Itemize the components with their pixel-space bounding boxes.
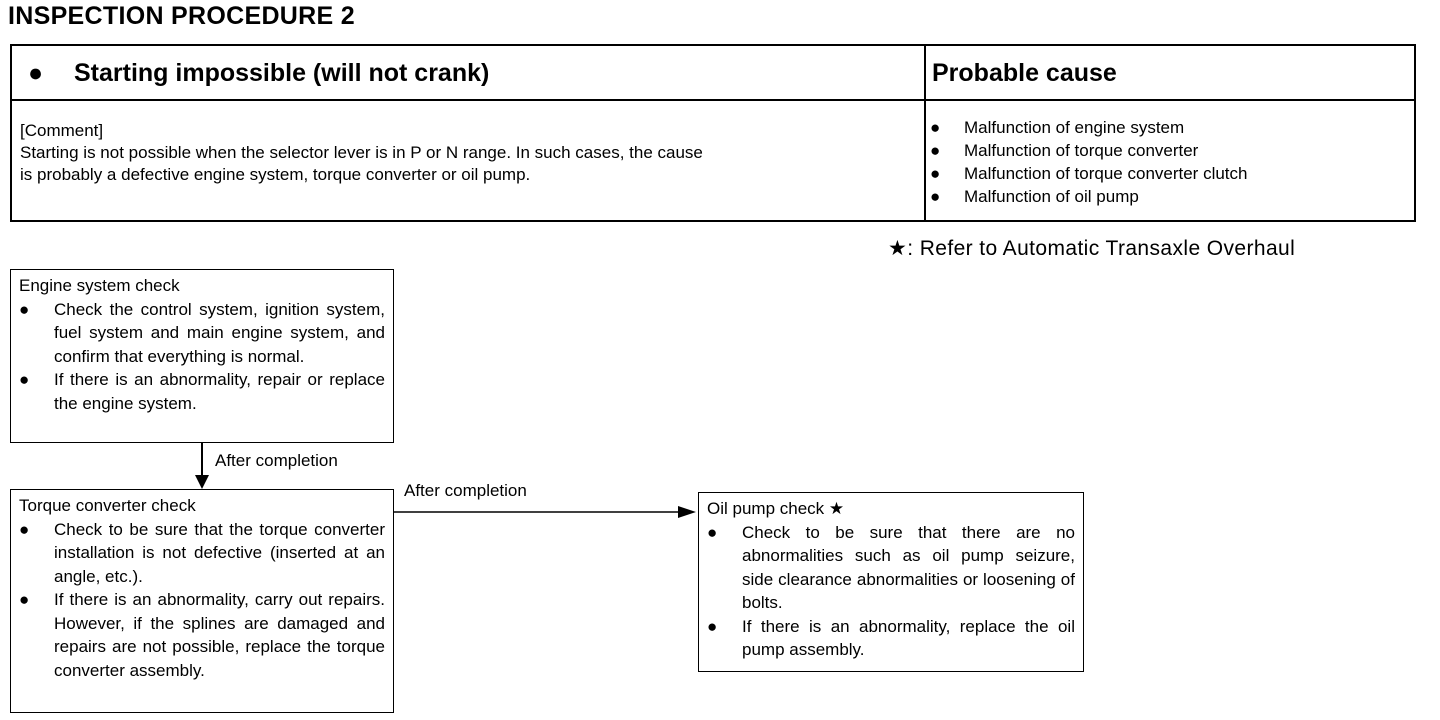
bullet-icon: ●	[930, 187, 941, 206]
cause-item: ● Malfunction of oil pump	[930, 187, 1139, 206]
after-completion-label: After completion	[404, 481, 527, 500]
list-item: ● Check to be sure that there are no abnormalities such as oil pump seizure, side clearance abnormalities or loosening of bolts.	[707, 521, 1075, 615]
bullet-icon: ●	[707, 522, 718, 542]
after-completion-label: After completion	[215, 451, 338, 470]
list-item: ● If there is an abnormality, repair or replace the engine system.	[19, 368, 385, 415]
torque-converter-check-title: Torque converter check	[19, 496, 196, 515]
bullet-icon: ●	[707, 616, 718, 636]
torque-converter-check-box	[10, 489, 394, 713]
page-title: INSPECTION PROCEDURE 2	[8, 2, 355, 30]
list-item: ● If there is an abnormality, replace the oil pump assembly.	[707, 615, 1075, 662]
comment-line: Starting is not possible when the selector lever is in P or N range. In such cases, the cause	[20, 143, 703, 162]
down-arrow-icon	[190, 443, 214, 491]
comment-line: is probably a defective engine system, torque converter or oil pump.	[20, 165, 531, 184]
oil-pump-check-box	[698, 492, 1084, 672]
list-item: ● Check the control system, ignition system, fuel system and main engine system, and confirm that everything is normal.	[19, 298, 385, 369]
table-row-divider	[12, 99, 1414, 101]
cause-item: ● Malfunction of torque converter	[930, 141, 1199, 160]
bullet-icon: ●	[19, 519, 30, 539]
list-item: ● If there is an abnormality, carry out repairs. However, if the splines are damaged and repairs are not possible, replace the torque converter assembly.	[19, 588, 385, 682]
bullet-icon: ●	[19, 299, 30, 319]
probable-cause-list	[930, 116, 1247, 208]
probable-cause-header: Probable cause	[932, 59, 1117, 87]
list-item: ● Check to be sure that the torque converter installation is not defective (inserted at an angle, etc.).	[19, 518, 385, 589]
bullet-icon: ●	[930, 141, 941, 160]
engine-system-check-box	[10, 269, 394, 443]
table-column-divider	[924, 46, 926, 220]
procedure-table	[10, 44, 1416, 222]
symptom-title: Starting impossible (will not crank)	[74, 59, 490, 87]
bullet-icon: ●	[28, 59, 44, 87]
oil-pump-check-title: Oil pump check ★	[707, 499, 845, 518]
comment-block	[20, 120, 915, 186]
engine-system-check-title: Engine system check	[19, 276, 180, 295]
bullet-icon: ●	[930, 164, 941, 183]
bullet-icon: ●	[930, 118, 941, 137]
comment-label: [Comment]	[20, 121, 104, 140]
bullet-icon: ●	[19, 370, 30, 389]
bullet-icon: ●	[19, 590, 30, 609]
right-arrow-icon	[394, 502, 700, 522]
cause-item: ● Malfunction of torque converter clutch	[930, 164, 1248, 183]
refer-note: ★: Refer to Automatic Transaxle Overhaul	[888, 237, 1296, 260]
symptom-header	[28, 59, 489, 88]
cause-item: ● Malfunction of engine system	[930, 118, 1185, 137]
